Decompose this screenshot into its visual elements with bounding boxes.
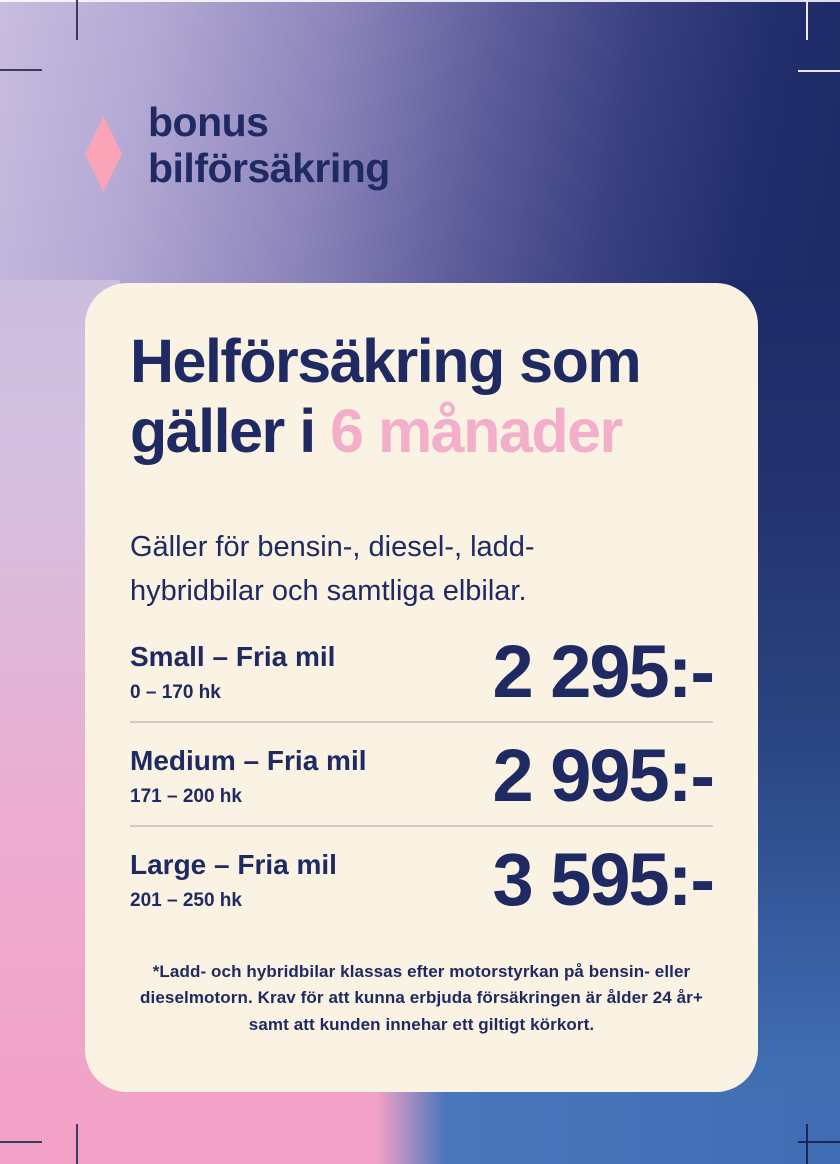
plan-row-medium <box>130 721 713 825</box>
plan-price: 3 595:- <box>492 838 713 922</box>
crop-mark-bottom-left-vertical <box>76 1124 78 1164</box>
crop-mark-top-right-horizontal <box>798 70 840 72</box>
brand-name <box>148 100 390 192</box>
plan-range: 0 – 170 hk <box>130 681 221 703</box>
offer-description <box>130 526 713 613</box>
crop-mark-bottom-right-horizontal <box>798 1141 840 1143</box>
brand-name-line1: bonus <box>148 99 269 145</box>
plan-name: Small – Fria mil <box>130 640 336 672</box>
offer-card <box>85 283 758 1092</box>
plan-row-small <box>130 619 713 721</box>
footnote-line3: samt att kunden innehar ett giltigt körkort. <box>248 1014 595 1034</box>
plan-name: Medium – Fria mil <box>130 744 367 776</box>
footnote-line2: dieselmotorn. Krav för att kunna erbjuda försäkringen är ålder 24 år+ <box>140 988 703 1008</box>
crop-mark-top-right-vertical <box>806 0 808 40</box>
crop-mark-top-left-vertical <box>76 0 78 40</box>
plan-info <box>130 641 335 704</box>
offer-title-line2-prefix: gäller i <box>130 396 331 465</box>
offer-title-highlight: 6 månader <box>330 396 622 465</box>
diamond-icon <box>85 116 122 192</box>
plan-price: 2 995:- <box>492 734 713 818</box>
top-edge-hairline <box>0 0 840 2</box>
footnote-line1: *Ladd- och hybridbilar klassas efter motorstyrkan på bensin- eller <box>152 962 691 982</box>
plan-name: Large – Fria mil <box>130 848 337 880</box>
footnote <box>130 959 713 1038</box>
background-gradient-bottom <box>0 1090 840 1164</box>
crop-mark-bottom-left-horizontal <box>0 1141 42 1143</box>
plan-info <box>130 849 337 912</box>
offer-title <box>130 327 713 466</box>
crop-mark-top-left-horizontal <box>0 69 42 71</box>
plan-range: 201 – 250 hk <box>130 889 242 911</box>
offer-description-line1: Gäller för bensin-, diesel-, ladd- <box>130 531 535 564</box>
plan-range: 171 – 200 hk <box>130 785 242 807</box>
brand-logo <box>85 100 390 192</box>
offer-title-line1: Helförsäkring som <box>130 327 641 395</box>
crop-mark-bottom-right-vertical <box>806 1124 808 1164</box>
offer-description-line2: hybridbilar och samtliga elbilar. <box>130 574 527 607</box>
plan-list <box>130 619 713 929</box>
plan-info <box>130 745 367 808</box>
brand-name-line2: bilförsäkring <box>148 144 390 191</box>
plan-row-large <box>130 825 713 929</box>
plan-price: 2 295:- <box>492 630 713 714</box>
